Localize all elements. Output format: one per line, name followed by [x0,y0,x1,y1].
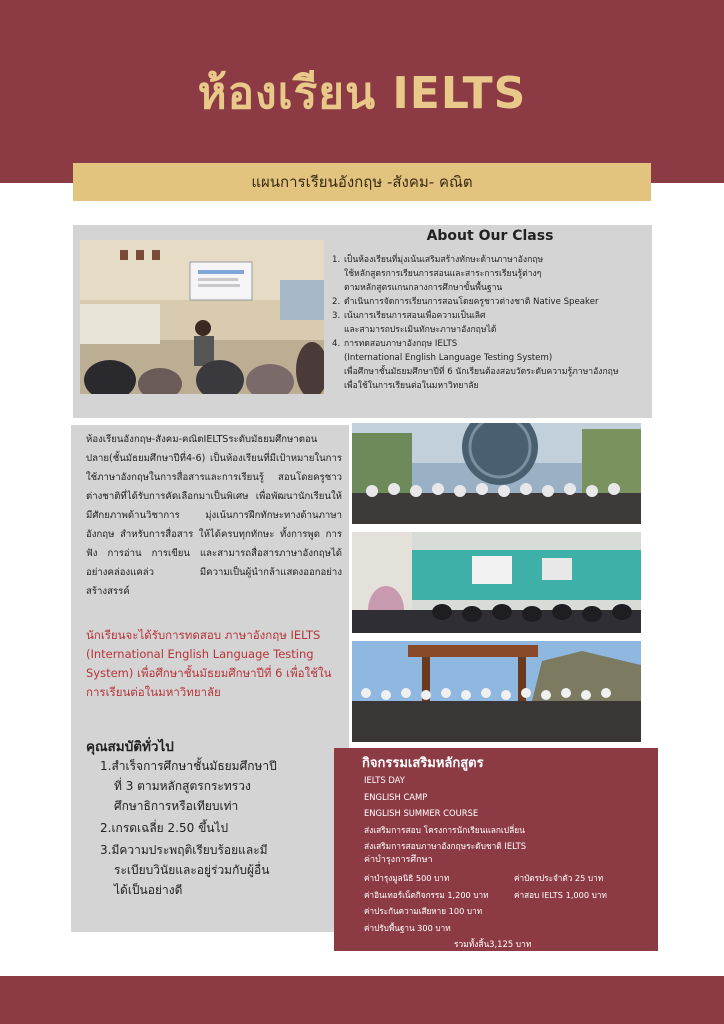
activities-list [364,772,649,855]
fee-list-right [514,870,654,903]
activities-title: กิจกรรมเสริมหลักสูตร [362,756,484,771]
subtitle-bar [73,163,651,201]
about-title: About Our Class [426,228,554,244]
about-item: 3. เน้นการเรียนการสอนเพื่อความเป็นเลิศ และสามารถประเมินทักษะภาษาอังกฤษได้ [332,311,497,335]
fee-title: ค่าบำรุงการศึกษา [364,855,433,865]
fee-item: ค่าบัตรประจำตัว 25 บาท [514,873,604,883]
fee-item: ค่าบำรุงมูลนิธิ 500 บาท [364,873,450,883]
activity-item: ส่งเสริมการสอบภาษาอังกฤษระดับชาติ IELTS [364,841,527,851]
globe-group-photo [352,423,641,524]
fee-item: ค่าปรับพื้นฐาน 300 บาท [364,922,451,933]
lecture-hall-photo [352,532,641,633]
subtitle-text: แผนการเรียนอังกฤษ -สังคม- คณิต [251,173,473,191]
trip-group-photo [352,641,641,742]
about-item: 1. เป็นห้องเรียนที่มุ่งเน้นเสริมสร้างทักษะด้านภาษาอังกฤษ ใช้หลักสูตรการเรียนการสอนและสาระการเรียนรู้ต่างๆ ตามหลักสูตรแกนกลางการศึกษาขั้นพื้นฐาน [332,255,544,293]
qualification-item: 3.มีความประพฤติเรียบร้อยและมี ระเบียบวินัยและอยู่ร่วมกับผู้อื่น ได้เป็นอย่างดี [100,843,270,897]
fee-item: ค่าอินเทอร์เน็ตกิจกรรม 1,200 บาท [364,889,489,900]
about-item: 4. การทดสอบภาษาอังกฤษ IELTS (International English Language Testing System) เพื่อศึกษาชั้นมัธยมศึกษาปีที่ 6 นักเรียนต้องสอบวัดระดับความรู้ภาษาอังกฤษ เพื่อใช้ในการเรียนต่อในมหาวิทยาลัย [332,339,619,391]
fee-item: ค่าสอบ IELTS 1,000 บาท [514,889,607,900]
activity-item: ENGLISH CAMP [364,791,428,802]
activity-item: ส่งเสริมการสอบ โครงการนักเรียนแลกเปลี่ยน [364,824,525,835]
qualification-item: 1.สำเร็จการศึกษาชั้นมัธยมศึกษาปี ที่ 3 ตามหลักสูตรกระทรวง ศึกษาธิการหรือเทียบเท่า [100,759,277,813]
footer-band [0,976,724,1024]
fee-list-left [364,870,524,936]
qualification-item: 2.เกรดเฉลี่ย 2.50 ขึ้นไป [100,821,229,835]
activity-item: IELTS DAY [364,775,405,785]
classroom-photo [80,240,324,394]
intro-paragraph: ห้องเรียนอังกฤษ-สังคม-คณิตIELTSระดับมัธยมศึกษาตอนปลาย(ชั้นมัธยมศึกษาปีที่4-6) เป็นห้องเรียนที่มีเป้าหมายในการใช้ภาษาอังกฤษในการสื่อสารและการเรียนรู้ สอนโดยครูชาวต่างชาติที่ได้รับการคัดเลือกมาเป็นพิเศษ เพื่อพัฒนานักเรียนให้มีศักยภาพด้านวิชาการ มุ่งเน้นการฝึกทักษะทางด้านภาษาอังกฤษ สำหรับการสื่อสาร ให้ได้ครบทุกทักษะ ทั้งการพูด การฟัง การอ่าน การเขียน และสามารถสื่อสารภาษาอังกฤษได้อย่างคล่องแคล่ว มีความเป็นผู้นำกล้าแสดงออกอย่างสร้างสรรค์ [86,434,342,597]
qualifications-title: คุณสมบัติทั่วไป [86,739,174,755]
activity-item: ENGLISH SUMMER COURSE [364,808,479,818]
ielts-highlight: นักเรียนจะได้รับการทดสอบ ภาษาอังกฤษ IELTS (International English Language Testing System) เพื่อศึกษาชั้นมัธยมศึกษาปีที่ 6 เพื่อใช้ในการเรียนต่อในมหาวิทยาลัย [86,628,332,699]
page-title: ห้องเรียน IELTS [197,68,527,119]
qualifications-list [100,756,340,902]
fee-item: ค่าประกันความเสียหาย 100 บาท [364,906,483,916]
fee-total: รวมทั้งสิ้น3,125 บาท [454,939,532,949]
about-list [332,253,648,393]
about-item: 2. ดำเนินการจัดการเรียนการสอนโดยครูชาวต่างชาติ Native Speaker [332,297,599,307]
